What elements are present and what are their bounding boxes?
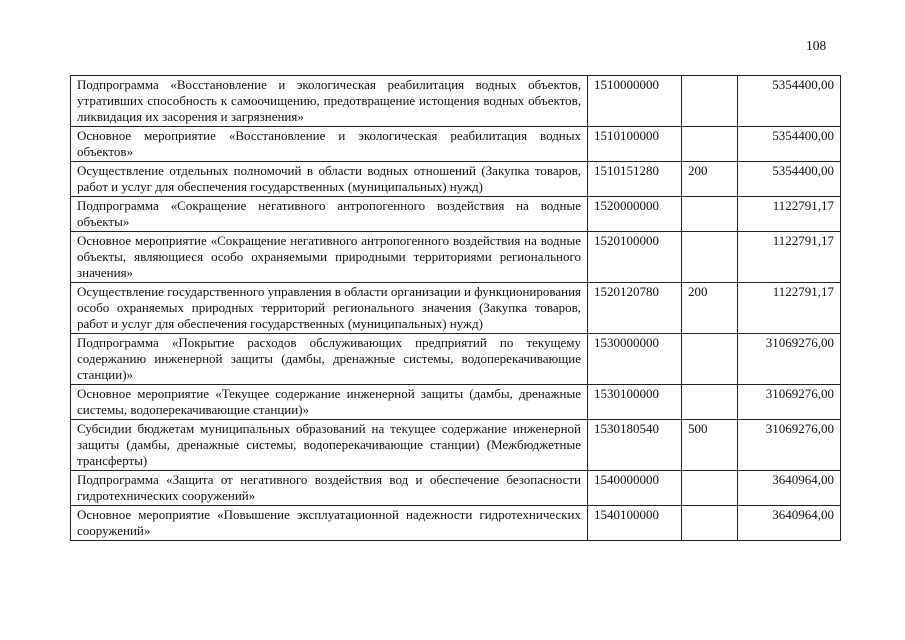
target-article-code-cell: 1510100000	[588, 127, 682, 162]
target-article-code-cell: 1540100000	[588, 506, 682, 541]
target-article-code-cell: 1530180540	[588, 420, 682, 471]
target-article-code-cell: 1520120780	[588, 283, 682, 334]
expense-type-cell	[682, 385, 738, 420]
table-row	[71, 385, 841, 420]
amount-cell: 5354400,00	[738, 127, 841, 162]
row-name-cell: Субсидии бюджетам муниципальных образований на текущее содержание инженерной защиты (дамбы, дренажные системы, водоперекачивающие станции) (Межбюджетные трансферты)	[71, 420, 588, 471]
table-row	[71, 197, 841, 232]
target-article-code-cell: 1530100000	[588, 385, 682, 420]
expense-type-cell: 200	[682, 162, 738, 197]
expense-type-cell	[682, 334, 738, 385]
target-article-code-cell: 1520000000	[588, 197, 682, 232]
amount-cell: 3640964,00	[738, 471, 841, 506]
amount-cell: 31069276,00	[738, 385, 841, 420]
amount-cell: 1122791,17	[738, 283, 841, 334]
row-name-cell: Основное мероприятие «Текущее содержание инженерной защиты (дамбы, дренажные системы, водоперекачивающие станции)»	[71, 385, 588, 420]
expense-type-cell	[682, 127, 738, 162]
target-article-code-cell: 1510000000	[588, 76, 682, 127]
table-row	[71, 506, 841, 541]
expense-type-cell	[682, 232, 738, 283]
target-article-code-cell: 1540000000	[588, 471, 682, 506]
target-article-code-cell: 1530000000	[588, 334, 682, 385]
table-row	[71, 334, 841, 385]
amount-cell: 1122791,17	[738, 232, 841, 283]
expense-type-cell	[682, 197, 738, 232]
row-name-cell: Основное мероприятие «Сокращение негативного антропогенного воздействия на водные объекты, являющиеся особо охраняемыми природными территориями регионального значения»	[71, 232, 588, 283]
amount-cell: 3640964,00	[738, 506, 841, 541]
table-row	[71, 232, 841, 283]
expense-type-cell: 200	[682, 283, 738, 334]
target-article-code-cell: 1510151280	[588, 162, 682, 197]
row-name-cell: Основное мероприятие «Повышение эксплуатационной надежности гидротехнических сооружений»	[71, 506, 588, 541]
expense-type-cell	[682, 471, 738, 506]
table-row	[71, 76, 841, 127]
table-row	[71, 420, 841, 471]
row-name-cell: Осуществление государственного управления в области организации и функционирования особо охраняемых природных территорий регионального значения (Закупка товаров, работ и услуг для обеспечения государственных (муниципальных) нужд)	[71, 283, 588, 334]
amount-cell: 31069276,00	[738, 420, 841, 471]
budget-table	[70, 75, 841, 541]
page-number: 108	[806, 38, 827, 53]
table-row	[71, 471, 841, 506]
table-body	[71, 76, 841, 541]
table-row	[71, 283, 841, 334]
table-row	[71, 127, 841, 162]
row-name-cell: Подпрограмма «Покрытие расходов обслуживающих предприятий по текущему содержанию инженерной защиты (дамбы, дренажные системы, водоперекачивающие станции)»	[71, 334, 588, 385]
amount-cell: 5354400,00	[738, 76, 841, 127]
row-name-cell: Подпрограмма «Сокращение негативного антропогенного воздействия на водные объекты»	[71, 197, 588, 232]
amount-cell: 1122791,17	[738, 197, 841, 232]
expense-type-cell	[682, 76, 738, 127]
amount-cell: 31069276,00	[738, 334, 841, 385]
amount-cell: 5354400,00	[738, 162, 841, 197]
expense-type-cell	[682, 506, 738, 541]
row-name-cell: Подпрограмма «Восстановление и экологическая реабилитация водных объектов, утративших способность к самоочищению, предотвращение истощения водных объектов, ликвидация их засорения и загрязнения»	[71, 76, 588, 127]
table-row	[71, 162, 841, 197]
row-name-cell: Подпрограмма «Защита от негативного воздействия вод и обеспечение безопасности гидротехнических сооружений»	[71, 471, 588, 506]
row-name-cell: Осуществление отдельных полномочий в области водных отношений (Закупка товаров, работ и услуг для обеспечения государственных (муниципальных) нужд)	[71, 162, 588, 197]
expense-type-cell: 500	[682, 420, 738, 471]
target-article-code-cell: 1520100000	[588, 232, 682, 283]
row-name-cell: Основное мероприятие «Восстановление и экологическая реабилитация водных объектов»	[71, 127, 588, 162]
